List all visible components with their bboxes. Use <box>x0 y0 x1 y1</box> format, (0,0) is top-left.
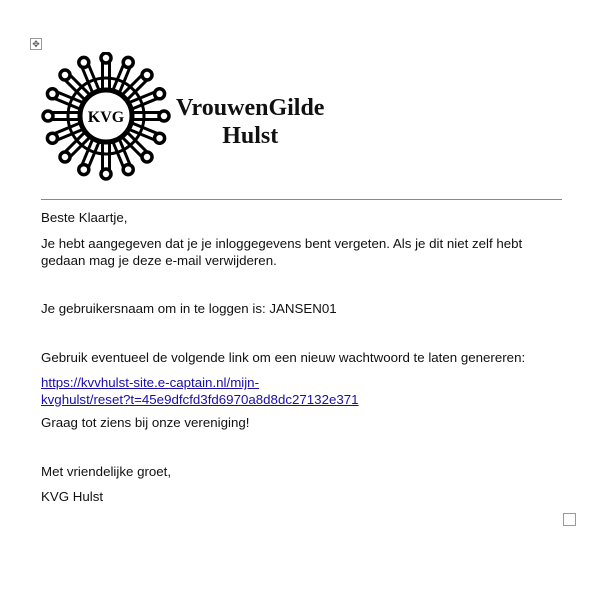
closing-line: Graag tot ziens bij onze vereniging! <box>41 415 250 430</box>
kvg-logo <box>40 52 174 182</box>
reset-link-line2[interactable]: kvghulst/reset?t=45e9dfcfd3fd6970a8d8dc27132e371 <box>41 392 359 407</box>
signature: KVG Hulst <box>41 489 104 504</box>
reset-link[interactable] <box>41 374 359 408</box>
username-line: Je gebruikersnaam om in te loggen is: JANSEN01 <box>41 301 337 316</box>
organization-name-line2: Hulst <box>222 123 279 149</box>
body-paragraph-line1: Je hebt aangegeven dat je je inloggegevens bent vergeten. Als je dit niet zelf hebt <box>41 236 523 251</box>
sun-spoke-ball <box>123 165 133 175</box>
sun-spoke-ball <box>142 152 152 162</box>
logo-badge-text: KVG <box>87 109 125 126</box>
resize-handle-icon[interactable] <box>563 513 576 526</box>
sun-spoke-ball <box>60 152 70 162</box>
sun-spoke-ball <box>79 165 89 175</box>
reset-link-intro: Gebruik eventueel de volgende link om een nieuw wachtwoord te laten genereren: <box>41 350 526 365</box>
sun-spoke-ball <box>79 57 89 67</box>
sun-spoke-ball <box>159 111 169 121</box>
organization-name <box>176 94 324 150</box>
sun-spoke-ball <box>47 133 57 143</box>
sun-spoke-ball <box>101 53 111 63</box>
reset-link-line1[interactable]: https://kvvhulst-site.e-captain.nl/mijn- <box>41 375 260 390</box>
sun-spoke-ball <box>101 169 111 179</box>
sun-spoke-ball <box>123 57 133 67</box>
regards: Met vriendelijke groet, <box>41 464 172 479</box>
sun-spoke-ball <box>43 111 53 121</box>
sun-spoke-ball <box>60 70 70 80</box>
organization-name-line1: VrouwenGilde <box>176 95 325 121</box>
sun-spoke-ball <box>47 89 57 99</box>
sun-spoke-ball <box>142 70 152 80</box>
body-paragraph-line2: gedaan mag je deze e-mail verwijderen. <box>41 253 277 268</box>
sun-spoke-ball <box>155 133 165 143</box>
table-move-handle-icon[interactable]: ✥ <box>30 38 42 50</box>
greeting: Beste Klaartje, <box>41 210 128 225</box>
divider <box>41 199 562 200</box>
sun-spoke-ball <box>155 89 165 99</box>
